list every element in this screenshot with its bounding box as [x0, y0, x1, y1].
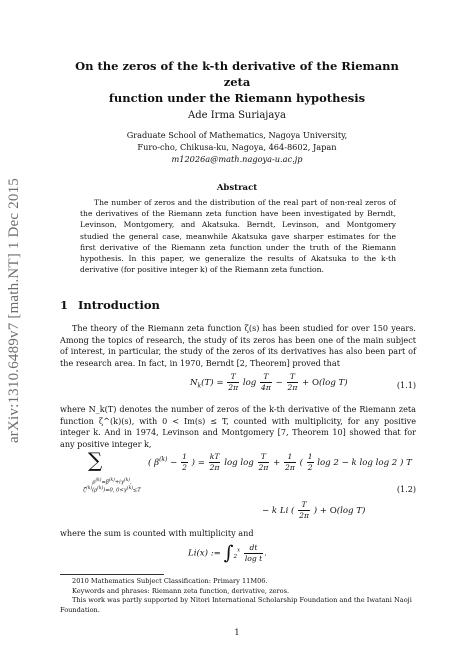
section-heading	[60, 298, 160, 312]
footnotes	[60, 577, 416, 615]
sum-subscript: $\rho^{(k)}=\beta^{(k)}+i\gamma^{(k)}$, $\zeta^{(k)}(\rho^{(k)})=0$, $0<\gamma^{(k)}\le T$	[83, 478, 141, 494]
abstract-text: The number of zeros and the distribution of the real part of non-real zeros of the derivatives of the Riemann zeta function have been investigated by Berndt, Levinson, Montgomery, and Akatsuka. Berndt, Levinson, and Montgomery studied the general case, meanwhile Akatsuka gave sharper estimates for the first derivative of the Riemann zeta function under the truth of the Riemann hypothesis. In this paper, we generalize the results of Akatsuka to the k-th derivative (for positive integer k) of the Riemann zeta function.	[80, 198, 396, 275]
page-number: 1	[234, 628, 240, 638]
equation-1-1-label: (1.1)	[396, 380, 416, 390]
footnote-keywords: Keywords and phrases: Riemann zeta function, derivative, zeros.	[72, 586, 290, 595]
arxiv-stamp: arXiv:1310.6489v7 [math.NT] 1 Dec 2015	[6, 178, 22, 444]
footnote-funding: This work was partly supported by Nitori International Scholarship Foundation and the Iwatani Naoji Foundation.	[60, 596, 412, 614]
footnote-rule	[60, 574, 164, 575]
intro-paragraph-3: where the sum is counted with multiplicity and	[60, 528, 254, 538]
equation-1-2-label: (1.2)	[396, 484, 416, 494]
equation-1-1: $N_k(T)$ = $\frac{T}{2\pi}$ log $\frac{T}{4\pi}$ − $\frac{T}{2\pi}$ + O(log T)	[190, 372, 348, 392]
section-title: Introduction	[78, 298, 160, 312]
equation-1-2-line-2: − k Li ( $\frac{T}{2\pi}$ ) + O(log T)	[262, 500, 366, 520]
title-line-2: function under the Riemann hypothesis	[108, 91, 366, 105]
author-email: m12026a@math.nagoya-u.ac.jp	[171, 154, 303, 164]
paper-title	[70, 58, 404, 106]
intro-paragraph-1: The theory of the Riemann zeta function ζ(s) has been studied for over 150 years. Among the topics of research, the study of its zeros has been one of the main subject of interest, in particular, the study of the zeros of its derivatives has also been part of the research area. In fact, in 1970, Berndt [2, Theorem] proved that	[60, 323, 416, 368]
footnote-msc: 2010 Mathematics Subject Classification: Primary 11M06.	[72, 577, 268, 585]
intro-paragraph-2: where N_k(T) denotes the number of zeros of the k-th derivative of the Riemann zeta function ζ^(k)(s), with 0 < Im(s) ≤ T, counted with multiplicity, for any positive integer k. And in 1974, Levinson and Montgomery [7, Theorem 10] showed that for any positive integer k,	[60, 404, 416, 449]
equation-1-2-line-1: ( $\beta^{(k)}$ − $\frac{1}{2}$ ) = $\frac{kT}{2\pi}$ log log $\frac{T}{2\pi}$ + $\frac{1}{2\pi}$ ( $\frac{1}{2}$ log 2 − k log log 2 ) T	[148, 452, 412, 472]
author-name: Ade Irma Suriajaya	[188, 110, 286, 121]
title-line-1: On the zeros of the k-th derivative of the Riemann zeta	[75, 59, 399, 89]
affiliation-line-1: Graduate School of Mathematics, Nagoya University,	[126, 130, 348, 140]
affiliation-line-2: Furo-cho, Chikusa-ku, Nagoya, 464-8602, Japan	[137, 142, 337, 152]
equation-li-definition: Li(x) := $\int_2^x$ $\frac{dt}{\text{log t}}$ .	[188, 542, 267, 564]
abstract-heading: Abstract	[216, 183, 258, 193]
section-number: 1	[60, 298, 69, 312]
affiliation	[0, 129, 474, 165]
sum-symbol: ∑	[88, 448, 103, 472]
